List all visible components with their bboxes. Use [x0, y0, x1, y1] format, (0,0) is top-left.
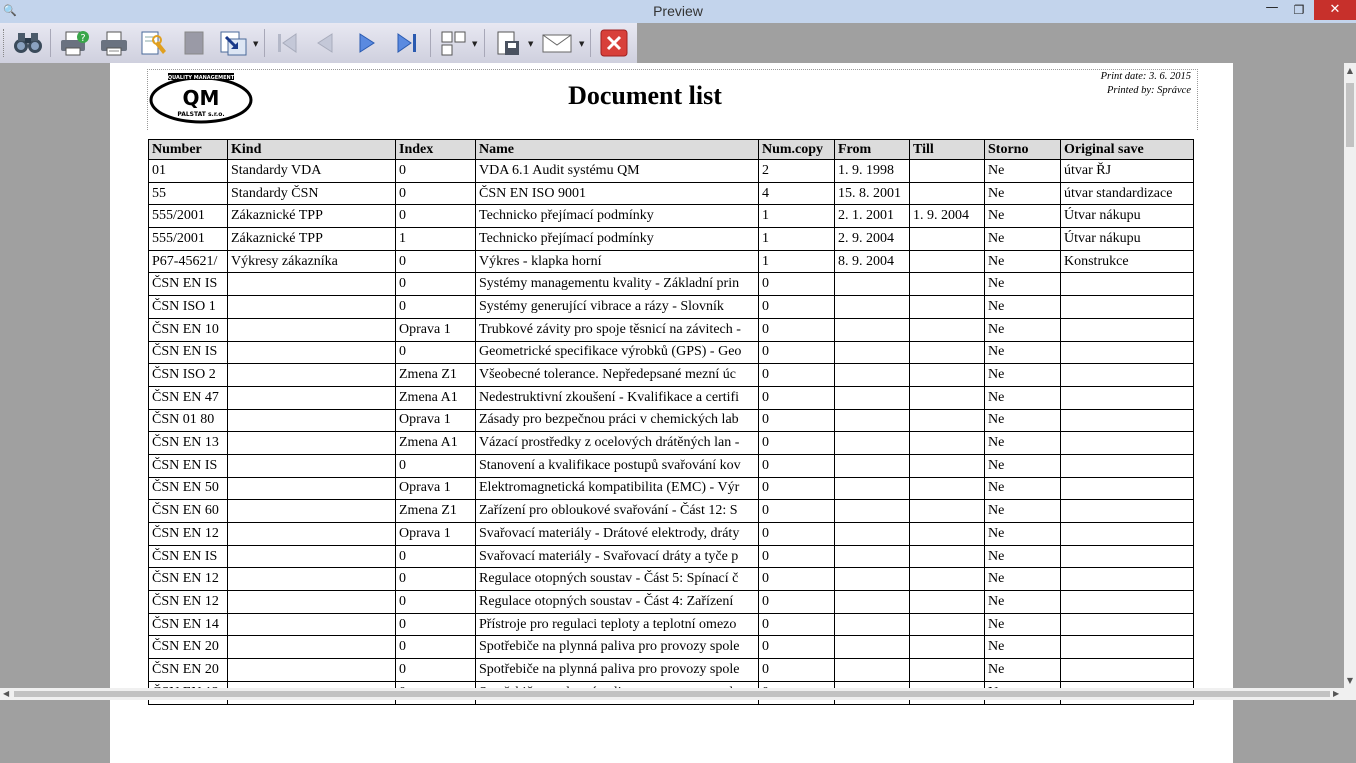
cell-name: Regulace otopných soustav - Část 5: Spínací č [476, 568, 759, 591]
table-row [149, 636, 1194, 659]
cell-till [910, 523, 985, 546]
cell-num-copy: 0 [759, 636, 835, 659]
svg-text:QM: QM [182, 86, 220, 110]
cell-storno: Ne [985, 636, 1061, 659]
cell-num-copy: 0 [759, 500, 835, 523]
cell-kind [228, 500, 396, 523]
cell-from [835, 341, 910, 364]
cell-num-copy: 0 [759, 523, 835, 546]
cell-index: 0 [396, 545, 476, 568]
cell-name: Systémy managementu kvality - Základní prin [476, 273, 759, 296]
cell-index: 0 [396, 296, 476, 319]
col-header-till: Till [910, 140, 985, 160]
page-setup-icon[interactable] [136, 28, 172, 58]
print-info [1101, 70, 1191, 98]
cell-till [910, 659, 985, 682]
cell-name: Všeobecné tolerance. Nepředepsané mezní úc [476, 364, 759, 387]
table-row [149, 500, 1194, 523]
cell-till: 1. 9. 2004 [910, 205, 985, 228]
cell-num-copy: 0 [759, 432, 835, 455]
cell-storno: Ne [985, 364, 1061, 387]
cell-name: Výkres - klapka horní [476, 250, 759, 273]
col-header-kind: Kind [228, 140, 396, 160]
cell-number: ČSN EN 20 [149, 659, 228, 682]
cell-index: 0 [396, 659, 476, 682]
cell-index: Oprava 1 [396, 409, 476, 432]
cell-name: Technicko přejímací podmínky [476, 205, 759, 228]
table-row [149, 341, 1194, 364]
table-row [149, 228, 1194, 251]
cell-number: P67-45621/ [149, 250, 228, 273]
cell-name: Vázací prostředky z ocelových drátěných lan - [476, 432, 759, 455]
table-row [149, 659, 1194, 682]
cell-name: Regulace otopných soustav - Část 4: Zařízení [476, 591, 759, 614]
cell-from: 8. 9. 2004 [835, 250, 910, 273]
cell-from [835, 432, 910, 455]
cell-original-save [1061, 568, 1194, 591]
cell-number: 555/2001 [149, 228, 228, 251]
cell-number: ČSN EN 14 [149, 613, 228, 636]
cell-kind: Zákaznické TPP [228, 205, 396, 228]
cell-num-copy: 1 [759, 250, 835, 273]
printer-icon[interactable] [96, 28, 132, 58]
cell-number: ČSN EN 13 [149, 432, 228, 455]
cell-from [835, 568, 910, 591]
cell-num-copy: 0 [759, 318, 835, 341]
cell-from [835, 477, 910, 500]
table-row [149, 523, 1194, 546]
document-table [148, 139, 1194, 705]
cell-storno: Ne [985, 613, 1061, 636]
print-date: Print date: 3. 6. 2015 [1100, 71, 1191, 82]
cell-till [910, 545, 985, 568]
cell-from: 2. 9. 2004 [835, 228, 910, 251]
cell-name: Geometrické specifikace výrobků (GPS) - Geo [476, 341, 759, 364]
report-page [110, 63, 1233, 763]
cell-kind [228, 409, 396, 432]
cell-original-save: Konstrukce [1061, 250, 1194, 273]
cell-number: ČSN EN 12 [149, 591, 228, 614]
multi-page-icon[interactable] [436, 28, 472, 58]
cell-original-save [1061, 432, 1194, 455]
cell-till [910, 454, 985, 477]
cell-storno: Ne [985, 500, 1061, 523]
cell-index: 0 [396, 205, 476, 228]
cell-till [910, 341, 985, 364]
cell-storno: Ne [985, 659, 1061, 682]
cell-kind [228, 545, 396, 568]
cell-from [835, 545, 910, 568]
email-dropdown-arrow[interactable]: ▼ [579, 40, 585, 48]
table-row [149, 205, 1194, 228]
cell-kind [228, 432, 396, 455]
cell-original-save [1061, 477, 1194, 500]
cell-num-copy: 4 [759, 182, 835, 205]
cell-original-save [1061, 613, 1194, 636]
cell-number: ČSN EN 47 [149, 386, 228, 409]
minimize-button[interactable]: — [1265, 0, 1279, 15]
cell-till [910, 386, 985, 409]
cell-storno: Ne [985, 160, 1061, 183]
svg-text:QUALITY MANAGEMENT: QUALITY MANAGEMENT [167, 75, 235, 81]
cell-storno: Ne [985, 477, 1061, 500]
cell-from [835, 409, 910, 432]
cell-number: ČSN ISO 1 [149, 296, 228, 319]
cell-num-copy: 1 [759, 228, 835, 251]
cell-kind [228, 568, 396, 591]
cell-from [835, 386, 910, 409]
last-page-icon[interactable] [390, 28, 424, 58]
cell-storno: Ne [985, 296, 1061, 319]
cell-index: Zmena Z1 [396, 364, 476, 387]
multi-page-dropdown-arrow[interactable]: ▼ [472, 40, 478, 48]
table-row [149, 545, 1194, 568]
cell-name: ČSN EN ISO 9001 [476, 182, 759, 205]
col-header-num-copy: Num.copy [759, 140, 835, 160]
col-header-from: From [835, 140, 910, 160]
cell-original-save: Útvar nákupu [1061, 205, 1194, 228]
cell-original-save [1061, 409, 1194, 432]
cell-storno: Ne [985, 205, 1061, 228]
first-page-icon [270, 28, 304, 58]
app-icon: 🔍 [3, 4, 17, 17]
cell-num-copy: 0 [759, 454, 835, 477]
cell-original-save [1061, 273, 1194, 296]
printed-by: Printed by: Správce [1107, 85, 1191, 96]
cell-index: 0 [396, 182, 476, 205]
scroll-up-icon[interactable]: ▲ [1346, 66, 1354, 75]
save-dropdown-arrow[interactable]: ▼ [528, 40, 534, 48]
cell-name: Zásady pro bezpečnou práci v chemických lab [476, 409, 759, 432]
col-header-storno: Storno [985, 140, 1061, 160]
cell-from [835, 636, 910, 659]
cell-name: Svařovací materiály - Svařovací dráty a tyče p [476, 545, 759, 568]
cell-number: ČSN 01 80 [149, 409, 228, 432]
binoculars-icon[interactable] [10, 28, 46, 58]
cell-number: ČSN EN IS [149, 341, 228, 364]
table-row [149, 568, 1194, 591]
cell-number: ČSN EN IS [149, 454, 228, 477]
table-row [149, 250, 1194, 273]
cell-name: Spotřebiče na plynná paliva pro provozy spole [476, 636, 759, 659]
scroll-left-icon[interactable]: ◀ [3, 689, 10, 698]
cell-storno: Ne [985, 409, 1061, 432]
cell-from [835, 500, 910, 523]
maximize-button[interactable]: ❐ [1293, 3, 1305, 17]
cell-kind [228, 273, 396, 296]
table-row [149, 409, 1194, 432]
cell-original-save [1061, 659, 1194, 682]
cell-from [835, 659, 910, 682]
cell-kind [228, 613, 396, 636]
table-row [149, 591, 1194, 614]
cell-num-copy: 0 [759, 409, 835, 432]
vertical-scroll-thumb[interactable] [1346, 83, 1354, 147]
horizontal-scrollbar[interactable] [0, 688, 1356, 700]
cell-original-save [1061, 364, 1194, 387]
col-header-original-save: Original save [1061, 140, 1194, 160]
report-title: Document list [568, 81, 722, 110]
cell-storno: Ne [985, 386, 1061, 409]
cell-name: Přístroje pro regulaci teploty a teplotní omezo [476, 613, 759, 636]
cell-till [910, 409, 985, 432]
cell-from [835, 454, 910, 477]
cell-index: Oprava 1 [396, 318, 476, 341]
window-title: Preview [653, 3, 703, 19]
cell-name: Systémy generující vibrace a rázy - Slovník [476, 296, 759, 319]
cell-num-copy: 0 [759, 341, 835, 364]
cell-original-save [1061, 636, 1194, 659]
cell-kind [228, 296, 396, 319]
cell-from [835, 318, 910, 341]
cell-till [910, 160, 985, 183]
cell-original-save [1061, 296, 1194, 319]
cell-number: ČSN EN 10 [149, 318, 228, 341]
scroll-right-icon[interactable]: ▶ [1333, 689, 1340, 698]
cell-num-copy: 0 [759, 659, 835, 682]
cell-name: Zařízení pro obloukové svařování - Část 12: S [476, 500, 759, 523]
company-logo [148, 72, 254, 124]
cell-kind [228, 386, 396, 409]
cell-till [910, 318, 985, 341]
cell-number: 555/2001 [149, 205, 228, 228]
preview-canvas [0, 63, 1344, 688]
cell-num-copy: 0 [759, 273, 835, 296]
table-row [149, 182, 1194, 205]
cell-till [910, 591, 985, 614]
cell-kind [228, 636, 396, 659]
cell-till [910, 250, 985, 273]
print-setup-icon[interactable] [56, 28, 92, 58]
cell-original-save: útvar standardizace [1061, 182, 1194, 205]
next-page-icon[interactable] [350, 28, 384, 58]
cell-till [910, 182, 985, 205]
cell-index: Zmena A1 [396, 386, 476, 409]
cell-index: 0 [396, 568, 476, 591]
table-row [149, 160, 1194, 183]
table-row [149, 296, 1194, 319]
cell-name: Svařovací materiály - Drátové elektrody, dráty [476, 523, 759, 546]
table-row [149, 454, 1194, 477]
cell-from: 1. 9. 1998 [835, 160, 910, 183]
cell-kind [228, 341, 396, 364]
cell-kind [228, 523, 396, 546]
cell-num-copy: 0 [759, 591, 835, 614]
cell-name: Stanovení a kvalifikace postupů svařování kov [476, 454, 759, 477]
cell-from [835, 613, 910, 636]
vertical-scrollbar[interactable] [1344, 63, 1356, 688]
cell-kind [228, 659, 396, 682]
cell-till [910, 364, 985, 387]
previous-page-icon [308, 28, 342, 58]
toolbar [0, 23, 637, 64]
table-row [149, 318, 1194, 341]
cell-kind [228, 454, 396, 477]
cell-num-copy: 0 [759, 568, 835, 591]
cell-index: 0 [396, 273, 476, 296]
cell-index: Oprava 1 [396, 523, 476, 546]
email-icon[interactable] [538, 28, 576, 58]
svg-text:?: ? [80, 33, 86, 44]
cell-original-save [1061, 545, 1194, 568]
cell-till [910, 568, 985, 591]
cell-till [910, 500, 985, 523]
cell-name: Elektromagnetická kompatibilita (EMC) - Výr [476, 477, 759, 500]
cell-num-copy: 0 [759, 545, 835, 568]
cell-storno: Ne [985, 250, 1061, 273]
cell-till [910, 273, 985, 296]
cell-name: Nedestruktivní zkoušení - Kvalifikace a certifi [476, 386, 759, 409]
cell-name: Spotřebiče na plynná paliva pro provozy spole [476, 659, 759, 682]
cell-number: ČSN EN 20 [149, 636, 228, 659]
cell-num-copy: 0 [759, 477, 835, 500]
cell-number: ČSN EN IS [149, 545, 228, 568]
cell-number: ČSN EN IS [149, 273, 228, 296]
cell-storno: Ne [985, 318, 1061, 341]
cell-original-save [1061, 591, 1194, 614]
cell-kind: Výkresy zákazníka [228, 250, 396, 273]
export-dropdown-arrow[interactable]: ▼ [253, 40, 259, 48]
cell-from: 2. 1. 2001 [835, 205, 910, 228]
cell-original-save [1061, 454, 1194, 477]
cell-index: Zmena A1 [396, 432, 476, 455]
cell-storno: Ne [985, 523, 1061, 546]
cell-from [835, 296, 910, 319]
cell-original-save [1061, 386, 1194, 409]
cell-till [910, 636, 985, 659]
cell-from [835, 364, 910, 387]
cell-index: 0 [396, 250, 476, 273]
cell-num-copy: 0 [759, 386, 835, 409]
cell-storno: Ne [985, 432, 1061, 455]
cell-original-save: útvar ŘJ [1061, 160, 1194, 183]
col-header-index: Index [396, 140, 476, 160]
cell-original-save [1061, 318, 1194, 341]
cell-num-copy: 0 [759, 364, 835, 387]
cell-num-copy: 1 [759, 205, 835, 228]
cell-kind [228, 477, 396, 500]
cell-index: 0 [396, 160, 476, 183]
cell-till [910, 228, 985, 251]
cell-num-copy: 0 [759, 296, 835, 319]
cell-name: Technicko přejímací podmínky [476, 228, 759, 251]
table-row [149, 386, 1194, 409]
cell-index: Zmena Z1 [396, 500, 476, 523]
scroll-down-icon[interactable]: ▼ [1346, 676, 1354, 685]
cell-index: 0 [396, 454, 476, 477]
cell-index: 1 [396, 228, 476, 251]
cell-storno: Ne [985, 454, 1061, 477]
cell-from [835, 273, 910, 296]
cell-till [910, 432, 985, 455]
cell-kind [228, 591, 396, 614]
cell-storno: Ne [985, 341, 1061, 364]
cell-kind [228, 318, 396, 341]
horizontal-scroll-thumb[interactable] [14, 691, 1330, 697]
cell-till [910, 296, 985, 319]
cell-name: VDA 6.1 Audit systému QM [476, 160, 759, 183]
cell-number: 01 [149, 160, 228, 183]
col-header-name: Name [476, 140, 759, 160]
cell-storno: Ne [985, 273, 1061, 296]
cell-kind: Standardy ČSN [228, 182, 396, 205]
disabled-icon [176, 28, 212, 58]
export-icon[interactable] [216, 28, 252, 58]
cell-original-save [1061, 500, 1194, 523]
cell-num-copy: 0 [759, 613, 835, 636]
cell-name: Trubkové závity pro spoje těsnicí na závitech - [476, 318, 759, 341]
cell-from [835, 523, 910, 546]
cell-from: 15. 8. 2001 [835, 182, 910, 205]
cell-number: ČSN ISO 2 [149, 364, 228, 387]
cell-original-save [1061, 523, 1194, 546]
cell-num-copy: 2 [759, 160, 835, 183]
cell-till [910, 613, 985, 636]
cell-index: 0 [396, 636, 476, 659]
cell-storno: Ne [985, 228, 1061, 251]
table-row [149, 477, 1194, 500]
cell-storno: Ne [985, 568, 1061, 591]
cell-storno: Ne [985, 545, 1061, 568]
svg-text:PALSTAT s.r.o.: PALSTAT s.r.o. [177, 111, 225, 118]
table-row [149, 613, 1194, 636]
table-row [149, 273, 1194, 296]
cell-storno: Ne [985, 182, 1061, 205]
save-icon[interactable] [490, 28, 526, 58]
cell-number: ČSN EN 50 [149, 477, 228, 500]
cell-kind [228, 364, 396, 387]
table-row [149, 432, 1194, 455]
table-header-row [149, 140, 1194, 160]
cell-kind: Standardy VDA [228, 160, 396, 183]
cell-original-save [1061, 341, 1194, 364]
close-window-button[interactable]: ✕ [1314, 0, 1356, 20]
cell-number: ČSN EN 60 [149, 500, 228, 523]
cell-till [910, 477, 985, 500]
title-bar [0, 0, 1356, 23]
cell-number: ČSN EN 12 [149, 568, 228, 591]
cell-kind: Zákaznické TPP [228, 228, 396, 251]
table-row [149, 364, 1194, 387]
close-icon[interactable] [597, 28, 631, 58]
cell-index: 0 [396, 341, 476, 364]
cell-storno: Ne [985, 591, 1061, 614]
cell-original-save: Útvar nákupu [1061, 228, 1194, 251]
cell-number: ČSN EN 12 [149, 523, 228, 546]
cell-index: 0 [396, 591, 476, 614]
cell-index: Oprava 1 [396, 477, 476, 500]
cell-index: 0 [396, 613, 476, 636]
cell-number: 55 [149, 182, 228, 205]
col-header-number: Number [149, 140, 228, 160]
cell-from [835, 591, 910, 614]
